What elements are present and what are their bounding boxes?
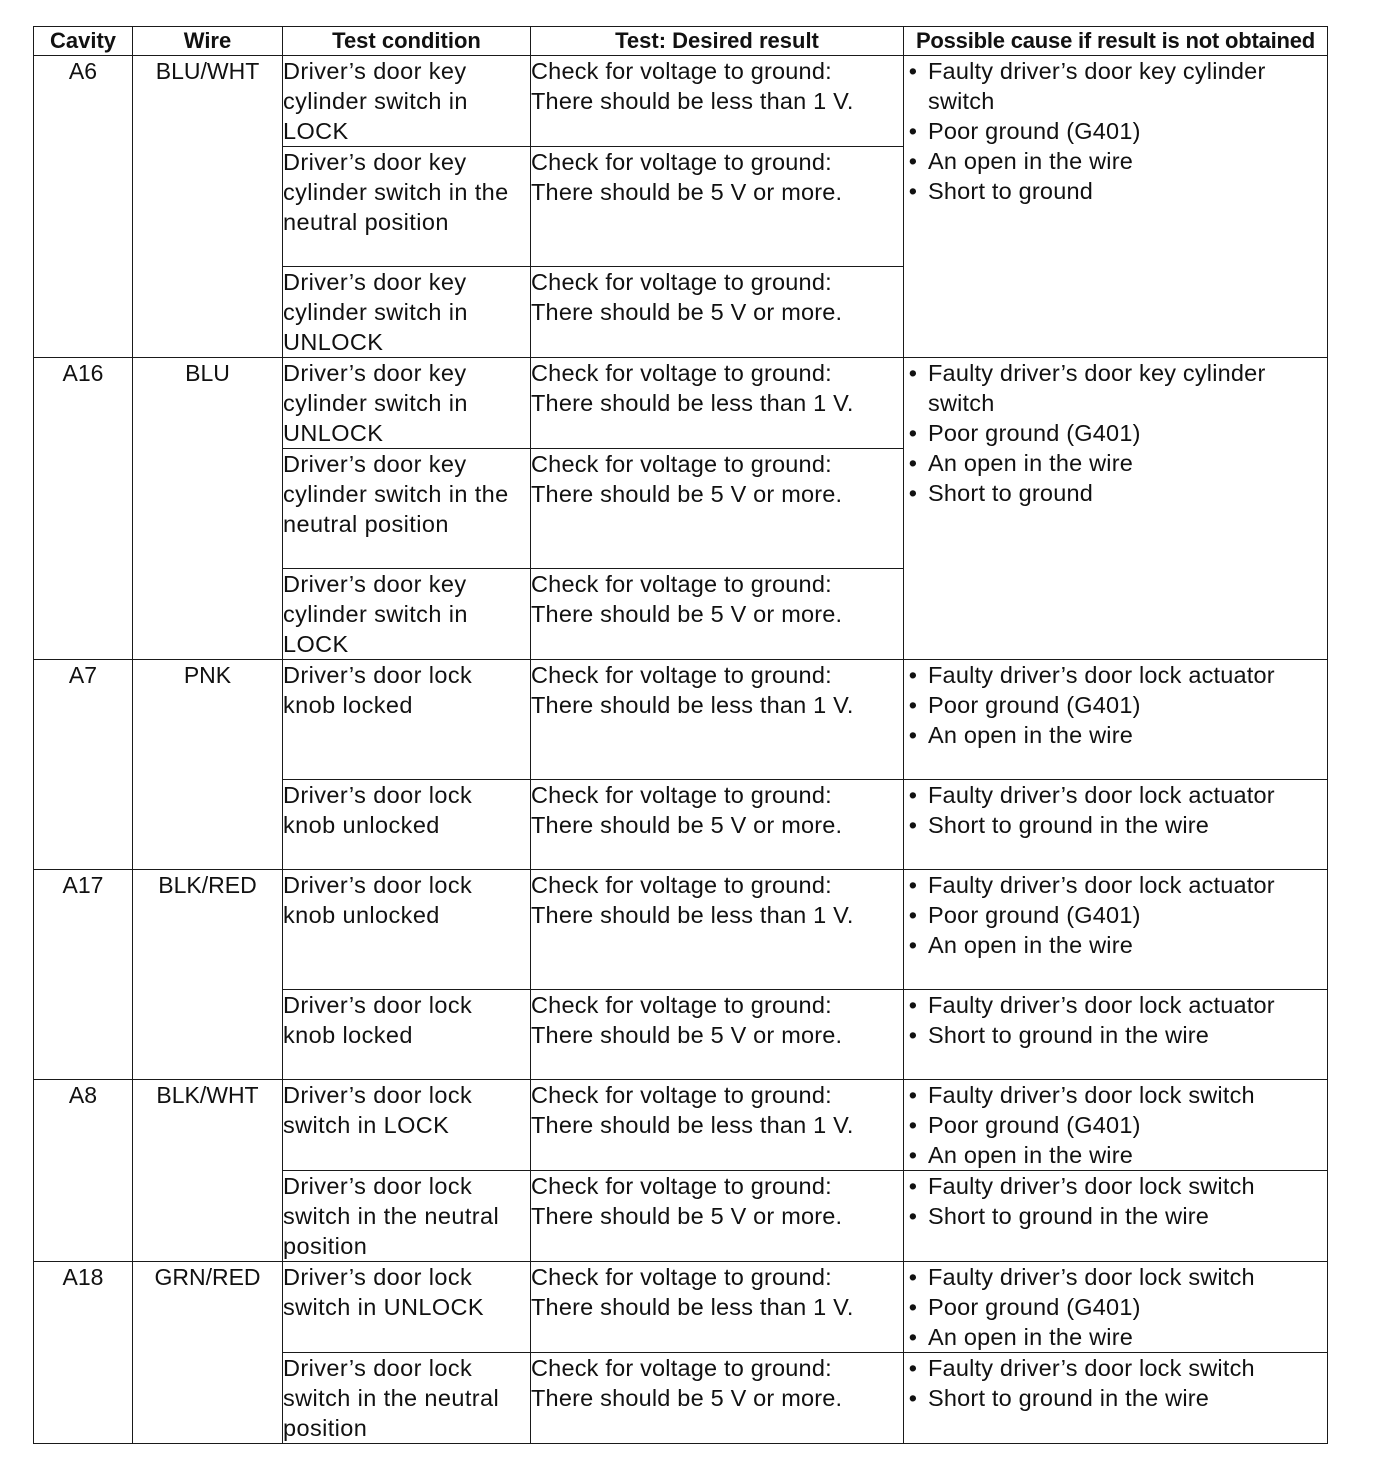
- list-item: [904, 690, 1327, 720]
- cavity-cell: A8: [34, 1080, 133, 1262]
- possible-cause-cell: [904, 358, 1328, 660]
- list-item: [904, 1020, 1327, 1050]
- result-line: There should be 5 V or more.: [531, 1385, 843, 1411]
- possible-cause-cell: [904, 1353, 1328, 1444]
- desired-result-cell: [531, 1262, 904, 1353]
- possible-cause-cell: [904, 56, 1328, 358]
- test-condition-cell: Driver’s door key cylinder switch in UNLOCK: [283, 267, 531, 358]
- cause-text: An open in the wire: [928, 1142, 1133, 1168]
- wire-cell: BLU/WHT: [133, 56, 283, 358]
- desired-result-cell: [531, 56, 904, 147]
- bullet-icon: •: [908, 992, 918, 1018]
- bullet-icon: •: [908, 148, 918, 174]
- desired-result-cell: [531, 990, 904, 1080]
- test-condition-cell: Driver’s door lock switch in LOCK: [283, 1080, 531, 1171]
- troubleshooting-sheet: [33, 26, 1328, 1444]
- bullet-icon: •: [908, 1022, 918, 1048]
- result-line: Check for voltage to ground:: [531, 872, 832, 898]
- possible-cause-cell: [904, 870, 1328, 990]
- desired-result-cell: [531, 780, 904, 870]
- header-desired-result: Test: Desired result: [531, 27, 904, 56]
- cause-list: [904, 1353, 1327, 1413]
- cause-text: An open in the wire: [928, 450, 1133, 476]
- possible-cause-cell: [904, 1262, 1328, 1353]
- cause-list: [904, 1262, 1327, 1352]
- cause-text: An open in the wire: [928, 722, 1133, 748]
- cause-list: [904, 870, 1327, 960]
- cause-list: [904, 1171, 1327, 1231]
- cause-text: Faulty driver’s door lock switch: [928, 1264, 1255, 1290]
- bullet-icon: •: [908, 178, 918, 204]
- result-line: Check for voltage to ground:: [531, 571, 832, 597]
- cause-list: [904, 56, 1327, 206]
- result-line: There should be 5 V or more.: [531, 1203, 843, 1229]
- result-line: There should be 5 V or more.: [531, 1022, 843, 1048]
- list-item: [904, 660, 1327, 690]
- cause-text: Short to ground: [928, 178, 1093, 204]
- list-item: [904, 900, 1327, 930]
- list-item: [904, 146, 1327, 176]
- cause-text: Poor ground (G401): [928, 420, 1141, 446]
- cause-text: Faulty driver’s door key cylinder switch: [928, 360, 1266, 416]
- bullet-icon: •: [908, 932, 918, 958]
- result-line: There should be less than 1 V.: [531, 1294, 854, 1320]
- bullet-icon: •: [908, 722, 918, 748]
- bullet-icon: •: [908, 662, 918, 688]
- list-item: [904, 780, 1327, 810]
- cause-text: Short to ground: [928, 480, 1093, 506]
- cavity-cell: A16: [34, 358, 133, 660]
- result-line: Check for voltage to ground:: [531, 662, 832, 688]
- list-item: [904, 1322, 1327, 1352]
- cavity-cell: A18: [34, 1262, 133, 1444]
- result-line: There should be less than 1 V.: [531, 88, 854, 114]
- result-line: Check for voltage to ground:: [531, 58, 832, 84]
- list-item: [904, 1353, 1327, 1383]
- test-condition-cell: Driver’s door key cylinder switch in LOCK: [283, 569, 531, 660]
- cause-list: [904, 990, 1327, 1050]
- bullet-icon: •: [908, 360, 918, 386]
- bullet-icon: •: [908, 902, 918, 928]
- cause-text: Faulty driver’s door lock actuator: [928, 782, 1275, 808]
- result-line: Check for voltage to ground:: [531, 1173, 832, 1199]
- result-line: Check for voltage to ground:: [531, 1082, 832, 1108]
- desired-result-cell: [531, 569, 904, 660]
- bullet-icon: •: [908, 1082, 918, 1108]
- header-test-condition: Test condition: [283, 27, 531, 56]
- cause-text: Faulty driver’s door lock actuator: [928, 872, 1275, 898]
- bullet-icon: •: [908, 782, 918, 808]
- bullet-icon: •: [908, 1355, 918, 1381]
- cause-text: Short to ground in the wire: [928, 812, 1210, 838]
- cause-text: Short to ground in the wire: [928, 1022, 1210, 1048]
- possible-cause-cell: [904, 660, 1328, 780]
- bullet-icon: •: [908, 1173, 918, 1199]
- header-row: [34, 27, 1328, 56]
- list-item: [904, 930, 1327, 960]
- possible-cause-cell: [904, 1171, 1328, 1262]
- desired-result-cell: [531, 870, 904, 990]
- cavity-cell: A6: [34, 56, 133, 358]
- cause-text: An open in the wire: [928, 148, 1133, 174]
- list-item: [904, 116, 1327, 146]
- list-item: [904, 810, 1327, 840]
- cause-text: Poor ground (G401): [928, 1294, 1141, 1320]
- result-line: There should be less than 1 V.: [531, 692, 854, 718]
- test-condition-cell: Driver’s door lock knob locked: [283, 660, 531, 780]
- table-row: [34, 1262, 1328, 1353]
- result-line: There should be less than 1 V.: [531, 390, 854, 416]
- test-condition-cell: Driver’s door lock switch in the neutral position: [283, 1171, 531, 1262]
- bullet-icon: •: [908, 118, 918, 144]
- cause-list: [904, 1080, 1327, 1170]
- wire-cell: GRN/RED: [133, 1262, 283, 1444]
- cause-text: An open in the wire: [928, 1324, 1133, 1350]
- result-line: There should be less than 1 V.: [531, 902, 854, 928]
- result-line: There should be 5 V or more.: [531, 812, 843, 838]
- desired-result-cell: [531, 267, 904, 358]
- result-line: Check for voltage to ground:: [531, 451, 832, 477]
- cause-text: Faulty driver’s door lock switch: [928, 1173, 1255, 1199]
- result-line: There should be 5 V or more.: [531, 601, 843, 627]
- list-item: [904, 56, 1327, 116]
- bullet-icon: •: [908, 450, 918, 476]
- test-condition-cell: Driver’s door key cylinder switch in LOCK: [283, 56, 531, 147]
- list-item: [904, 358, 1327, 418]
- test-condition-cell: Driver’s door lock switch in UNLOCK: [283, 1262, 531, 1353]
- cause-text: Short to ground in the wire: [928, 1385, 1210, 1411]
- result-line: There should be 5 V or more.: [531, 481, 843, 507]
- cause-text: Poor ground (G401): [928, 1112, 1141, 1138]
- bullet-icon: •: [908, 872, 918, 898]
- cause-text: Poor ground (G401): [928, 902, 1141, 928]
- cause-text: Faulty driver’s door key cylinder switch: [928, 58, 1266, 114]
- desired-result-cell: [531, 358, 904, 449]
- cause-text: Short to ground in the wire: [928, 1203, 1210, 1229]
- bullet-icon: •: [908, 420, 918, 446]
- bullet-icon: •: [908, 1112, 918, 1138]
- header-cavity: Cavity: [34, 27, 133, 56]
- cause-text: Poor ground (G401): [928, 118, 1141, 144]
- bullet-icon: •: [908, 1203, 918, 1229]
- header-possible-cause: Possible cause if result is not obtained: [904, 27, 1328, 56]
- desired-result-cell: [531, 1171, 904, 1262]
- result-line: Check for voltage to ground:: [531, 360, 832, 386]
- table-row: [34, 56, 1328, 147]
- result-line: Check for voltage to ground:: [531, 149, 832, 175]
- bullet-icon: •: [908, 1385, 918, 1411]
- bullet-icon: •: [908, 1324, 918, 1350]
- list-item: [904, 990, 1327, 1020]
- result-line: Check for voltage to ground:: [531, 782, 832, 808]
- wire-cell: BLU: [133, 358, 283, 660]
- test-condition-cell: Driver’s door lock knob unlocked: [283, 870, 531, 990]
- test-condition-cell: Driver’s door key cylinder switch in the neutral position: [283, 449, 531, 569]
- cause-list: [904, 780, 1327, 840]
- cause-list: [904, 660, 1327, 750]
- list-item: [904, 1110, 1327, 1140]
- cause-list: [904, 358, 1327, 508]
- list-item: [904, 1140, 1327, 1170]
- bullet-icon: •: [908, 692, 918, 718]
- bullet-icon: •: [908, 1264, 918, 1290]
- list-item: [904, 418, 1327, 448]
- bullet-icon: •: [908, 480, 918, 506]
- result-line: Check for voltage to ground:: [531, 1264, 832, 1290]
- wire-cell: PNK: [133, 660, 283, 870]
- result-line: Check for voltage to ground:: [531, 1355, 832, 1381]
- header-wire: Wire: [133, 27, 283, 56]
- cause-text: An open in the wire: [928, 932, 1133, 958]
- desired-result-cell: [531, 147, 904, 267]
- bullet-icon: •: [908, 58, 918, 84]
- test-condition-cell: Driver’s door key cylinder switch in the neutral position: [283, 147, 531, 267]
- result-line: There should be 5 V or more.: [531, 299, 843, 325]
- result-line: There should be 5 V or more.: [531, 179, 843, 205]
- list-item: [904, 478, 1327, 508]
- bullet-icon: •: [908, 1142, 918, 1168]
- table-row: [34, 358, 1328, 449]
- list-item: [904, 1383, 1327, 1413]
- cavity-cell: A7: [34, 660, 133, 870]
- cause-text: Poor ground (G401): [928, 692, 1141, 718]
- list-item: [904, 720, 1327, 750]
- table-row: [34, 870, 1328, 990]
- result-line: There should be less than 1 V.: [531, 1112, 854, 1138]
- bullet-icon: •: [908, 1294, 918, 1320]
- cause-text: Faulty driver’s door lock actuator: [928, 992, 1275, 1018]
- desired-result-cell: [531, 449, 904, 569]
- list-item: [904, 1292, 1327, 1322]
- list-item: [904, 176, 1327, 206]
- list-item: [904, 1201, 1327, 1231]
- desired-result-cell: [531, 1353, 904, 1444]
- cause-text: Faulty driver’s door lock actuator: [928, 662, 1275, 688]
- wire-cell: BLK/WHT: [133, 1080, 283, 1262]
- result-line: Check for voltage to ground:: [531, 992, 832, 1018]
- list-item: [904, 1262, 1327, 1292]
- cavity-cell: A17: [34, 870, 133, 1080]
- cause-text: Faulty driver’s door lock switch: [928, 1355, 1255, 1381]
- possible-cause-cell: [904, 990, 1328, 1080]
- possible-cause-cell: [904, 780, 1328, 870]
- desired-result-cell: [531, 660, 904, 780]
- table-row: [34, 1080, 1328, 1171]
- list-item: [904, 870, 1327, 900]
- wire-cell: BLK/RED: [133, 870, 283, 1080]
- cause-text: Faulty driver’s door lock switch: [928, 1082, 1255, 1108]
- test-condition-cell: Driver’s door lock switch in the neutral position: [283, 1353, 531, 1444]
- test-condition-cell: Driver’s door lock knob unlocked: [283, 780, 531, 870]
- desired-result-cell: [531, 1080, 904, 1171]
- list-item: [904, 448, 1327, 478]
- test-condition-cell: Driver’s door lock knob locked: [283, 990, 531, 1080]
- list-item: [904, 1171, 1327, 1201]
- troubleshooting-table: [33, 26, 1328, 1444]
- table-row: [34, 660, 1328, 780]
- result-line: Check for voltage to ground:: [531, 269, 832, 295]
- test-condition-cell: Driver’s door key cylinder switch in UNLOCK: [283, 358, 531, 449]
- list-item: [904, 1080, 1327, 1110]
- bullet-icon: •: [908, 812, 918, 838]
- possible-cause-cell: [904, 1080, 1328, 1171]
